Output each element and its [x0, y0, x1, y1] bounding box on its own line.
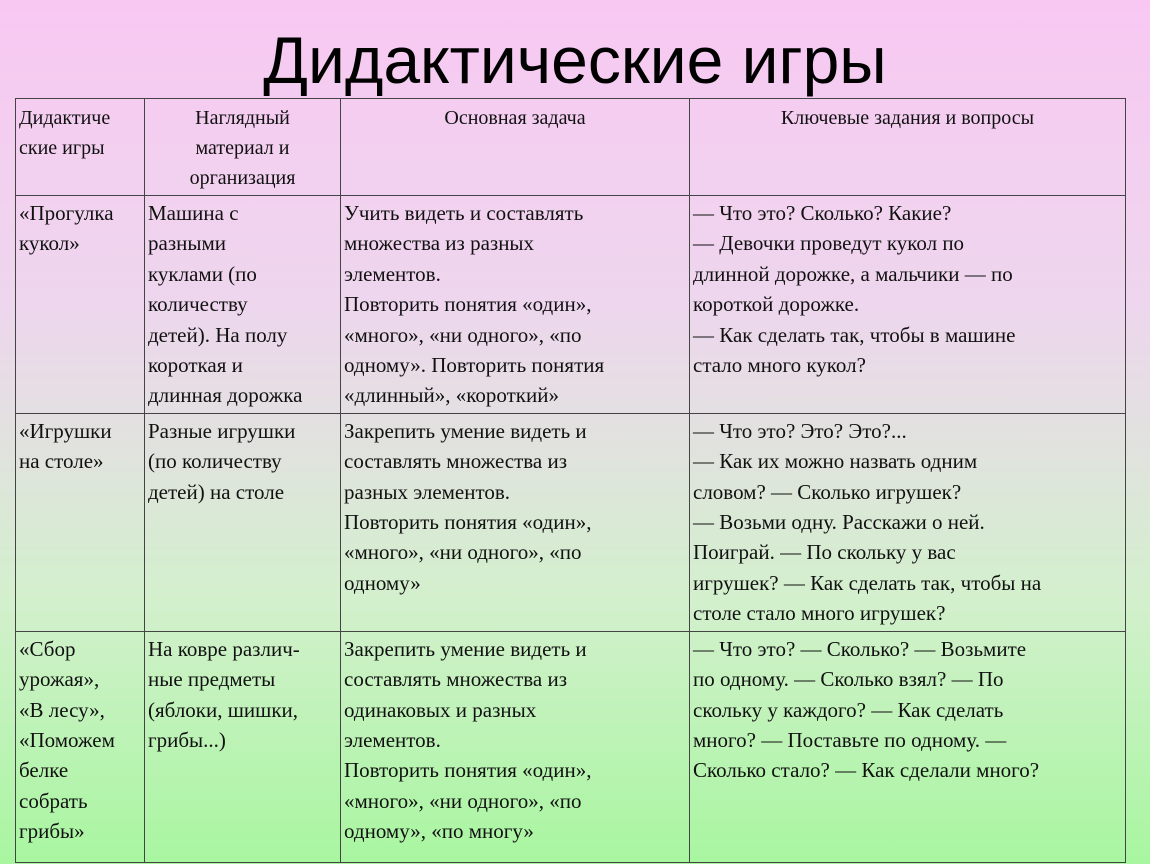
- cell-text-line: игрушек? — Как сделать так, чтобы на: [693, 570, 1042, 595]
- cell-text-line: «Сбор: [19, 636, 76, 661]
- cell-game: [16, 413, 145, 631]
- cell-text-line: элементов.: [344, 727, 441, 752]
- cell-text-line: Учить видеть и составлять: [344, 201, 584, 225]
- cell-text-line: «Поможем: [19, 727, 115, 752]
- cell-text-line: «много», «ни одного», «по: [344, 788, 582, 813]
- cell-text-line: — Что это? Это? Это?...: [693, 418, 907, 443]
- cell-text-line: Закрепить умение видеть и: [344, 418, 587, 443]
- table-header-row: [16, 99, 1126, 196]
- cell-questions: [690, 631, 1126, 862]
- cell-text-line: — Как сделать так, чтобы в машине: [693, 322, 1016, 347]
- cell-text-line: скольку у каждого? — Как сделать: [693, 697, 1004, 722]
- cell-text-line: на столе»: [19, 449, 104, 474]
- cell-text-line: — Девочки проведут кукол по: [693, 231, 965, 256]
- cell-text-line: — Что это? Сколько? Какие?: [693, 201, 952, 225]
- cell-text-line: «много», «ни одного», «по: [344, 540, 582, 565]
- cell-text-line: составлять множества из: [344, 667, 568, 692]
- cell-text-line: разных элементов.: [344, 479, 511, 504]
- cell-text-line: Разные игрушки: [148, 418, 296, 443]
- header-material: [145, 99, 341, 196]
- header-text-line: Ключевые задания и вопросы: [780, 107, 1035, 129]
- cell-text-line: На ковре различ-: [148, 636, 300, 661]
- header-text-line: организация: [189, 167, 296, 189]
- cell-text-line: (яблоки, шишки,: [148, 697, 299, 722]
- cell-text-line: разными: [148, 231, 226, 256]
- cell-material: [145, 631, 341, 862]
- cell-text-line: Повторить понятия «один»,: [344, 758, 592, 783]
- cell-text-line: собрать: [19, 788, 88, 813]
- cell-text-line: длинная дорожка: [148, 383, 303, 408]
- header-task: [341, 99, 690, 196]
- cell-text-line: «Прогулка: [19, 201, 114, 225]
- cell-text-line: составлять множества из: [344, 449, 568, 474]
- table-row: [16, 196, 1126, 414]
- cell-questions: [690, 196, 1126, 414]
- cell-text-line: Закрепить умение видеть и: [344, 636, 587, 661]
- cell-text-line: (по количеству: [148, 449, 282, 474]
- header-text-line: Наглядный: [195, 107, 290, 129]
- cell-text-line: «В лесу»,: [19, 697, 105, 722]
- cell-text-line: множества из разных: [344, 231, 535, 256]
- cell-task: [341, 631, 690, 862]
- header-text-line: Основная задача: [444, 107, 586, 129]
- cell-text-line: Повторить понятия «один»,: [344, 292, 592, 317]
- cell-text-line: одному». Повторить понятия: [344, 353, 605, 378]
- cell-text-line: Поиграй. — По скольку у вас: [693, 540, 956, 565]
- cell-text-line: грибы...): [148, 727, 226, 752]
- cell-text-line: короткой дорожке.: [693, 292, 860, 317]
- cell-game: [16, 631, 145, 862]
- cell-text-line: по одному. — Сколько взял? — По: [693, 667, 1004, 692]
- header-text-line: Дидактиче: [19, 107, 111, 129]
- cell-material: [145, 196, 341, 414]
- cell-text-line: столе стало много игрушек?: [693, 601, 946, 626]
- cell-task: [341, 413, 690, 631]
- cell-game: [16, 196, 145, 414]
- cell-text-line: Повторить понятия «один»,: [344, 510, 592, 535]
- cell-text-line: «длинный», «короткий»: [344, 383, 559, 408]
- cell-text-line: элементов.: [344, 261, 441, 286]
- cell-text-line: — Что это? — Сколько? — Возьмите: [693, 636, 1027, 661]
- cell-text-line: «Игрушки: [19, 418, 112, 443]
- cell-text-line: длинной дорожке, а мальчики — по: [693, 261, 1013, 286]
- cell-text-line: белке: [19, 758, 69, 783]
- cell-text-line: грибы»: [19, 819, 85, 844]
- header-text-line: материал и: [195, 137, 290, 159]
- didactic-games-table: [15, 98, 1126, 863]
- header-text-line: ские игры: [19, 137, 105, 159]
- cell-text-line: детей). На полу: [148, 322, 288, 347]
- cell-text-line: Машина с: [148, 201, 239, 225]
- cell-text-line: одному», «по многу»: [344, 819, 534, 844]
- cell-text-line: Сколько стало? — Как сделали много?: [693, 758, 1040, 783]
- cell-text-line: ные предметы: [148, 667, 276, 692]
- cell-text-line: куклами (по: [148, 261, 257, 286]
- table-row: [16, 413, 1126, 631]
- table-row: [16, 631, 1126, 862]
- cell-text-line: «много», «ни одного», «по: [344, 322, 582, 347]
- cell-text-line: стало много кукол?: [693, 353, 866, 378]
- cell-text-line: урожая»,: [19, 667, 100, 692]
- cell-text-line: детей) на столе: [148, 479, 285, 504]
- cell-text-line: количеству: [148, 292, 248, 317]
- cell-questions: [690, 413, 1126, 631]
- cell-text-line: много? — Поставьте по одному. —: [693, 727, 1007, 752]
- slide-title: Дидактические игры: [263, 23, 887, 97]
- header-games: [16, 99, 145, 196]
- cell-material: [145, 413, 341, 631]
- cell-text-line: — Возьми одну. Расскажи о ней.: [693, 510, 985, 535]
- cell-text-line: словом? — Сколько игрушек?: [693, 479, 962, 504]
- cell-text-line: одному»: [344, 570, 421, 595]
- cell-text-line: кукол»: [19, 231, 80, 256]
- cell-text-line: — Как их можно назвать одним: [693, 449, 978, 474]
- cell-task: [341, 196, 690, 414]
- header-questions: [690, 99, 1126, 196]
- cell-text-line: короткая и: [148, 353, 243, 378]
- cell-text-line: одинаковых и разных: [344, 697, 537, 722]
